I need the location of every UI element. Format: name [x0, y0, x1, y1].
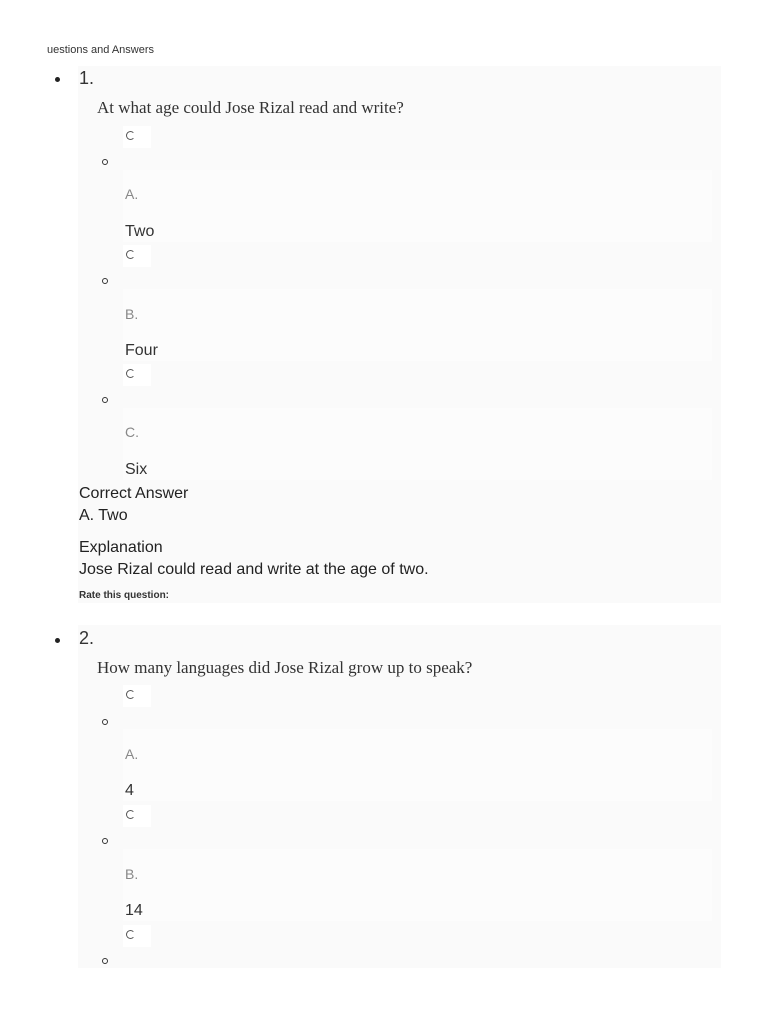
sub-bullet [102, 397, 108, 403]
page-header-title: uestions and Answers [47, 44, 155, 56]
option-text: 4 [125, 782, 134, 799]
option-letter: A. [125, 186, 139, 202]
sub-bullet [102, 838, 108, 844]
option-a-radio[interactable] [123, 126, 151, 148]
radio-circle-icon [126, 930, 135, 939]
option-b-radio[interactable] [123, 805, 151, 827]
option-letter: B. [125, 866, 139, 882]
question-number: 1. [79, 68, 95, 88]
rate-question-label: Rate this question: [79, 590, 170, 601]
correct-answer-label: Correct Answer [79, 485, 189, 502]
radio-circle-icon [126, 690, 135, 699]
sub-bullet [102, 278, 108, 284]
sub-bullet [102, 719, 108, 725]
option-letter: B. [125, 306, 139, 322]
list-bullet [55, 638, 60, 643]
sub-bullet [102, 159, 108, 165]
list-bullet [55, 77, 60, 82]
option-b-radio[interactable] [123, 245, 151, 267]
question-card [78, 625, 721, 968]
option-text: Six [125, 461, 148, 478]
option-a[interactable] [123, 170, 712, 242]
explanation-text: Jose Rizal could read and write at the age of two. [79, 561, 429, 578]
option-text: 14 [125, 902, 143, 919]
option-letter: C. [125, 424, 139, 440]
option-b[interactable] [123, 289, 712, 361]
sub-bullet [102, 958, 108, 964]
option-c[interactable] [123, 408, 712, 480]
radio-circle-icon [126, 369, 135, 378]
correct-answer-value: A. Two [79, 507, 128, 524]
radio-circle-icon [126, 131, 135, 140]
question-card [78, 66, 721, 603]
option-a[interactable] [123, 729, 712, 801]
question-number: 2. [79, 628, 95, 648]
option-a-radio[interactable] [123, 685, 151, 707]
explanation-label: Explanation [79, 539, 163, 556]
option-c-radio[interactable] [123, 364, 151, 386]
radio-circle-icon [126, 810, 135, 819]
radio-circle-icon [126, 250, 135, 259]
option-letter: A. [125, 746, 139, 762]
option-b[interactable] [123, 849, 712, 921]
question-text: At what age could Jose Rizal read and write? [97, 98, 404, 117]
option-text: Two [125, 223, 155, 240]
option-text: Four [125, 342, 158, 359]
question-text: How many languages did Jose Rizal grow up to speak? [97, 658, 473, 677]
option-c-radio[interactable] [123, 925, 151, 947]
